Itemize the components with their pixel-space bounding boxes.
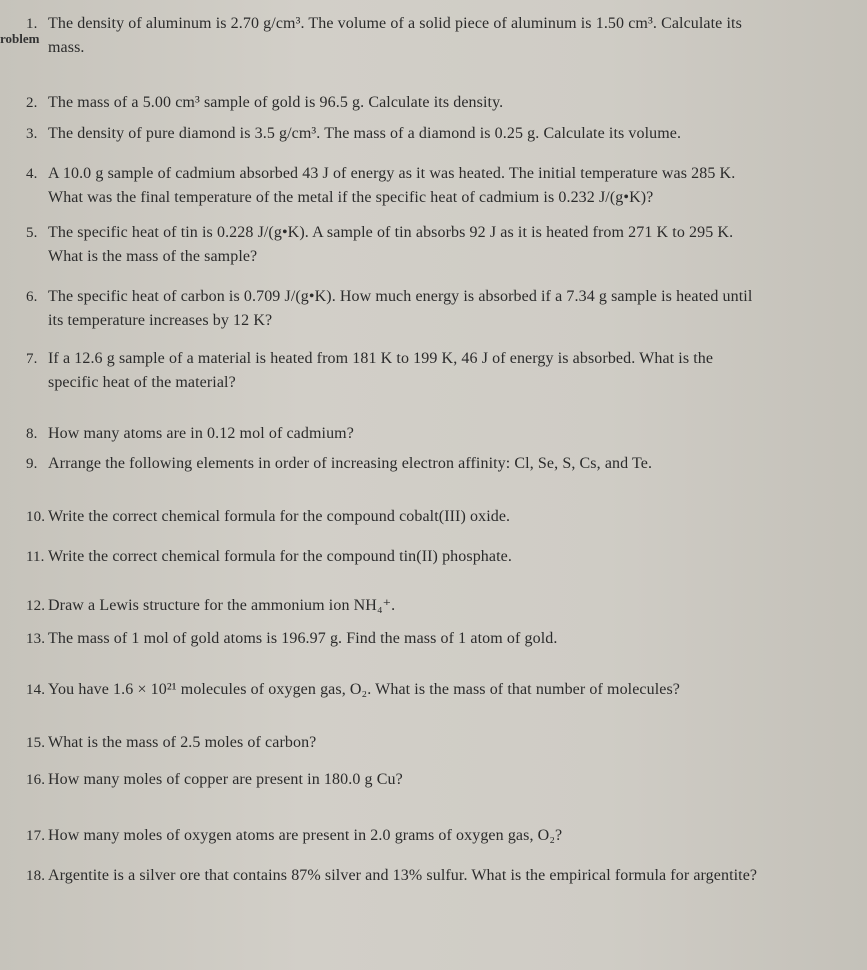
problem-text: You have 1.6 × 10²¹ molecules of oxygen gas, O₂. What is the mass of that number of molecules? <box>48 681 681 698</box>
problem-15 <box>26 731 846 755</box>
problem-text: Write the correct chemical formula for the compound cobalt(III) oxide. <box>48 508 511 525</box>
problem-text: What is the mass of 2.5 moles of carbon? <box>48 734 317 751</box>
problem-text-cont: What was the final temperature of the metal if the specific heat of cadmium is 0.232 J/(g•K)? <box>48 189 654 206</box>
problem-text: The specific heat of carbon is 0.709 J/(g•K). How much energy is absorbed if a 7.34 g sample is heated until <box>48 288 753 305</box>
problem-text: The density of aluminum is 2.70 g/cm³. The volume of a solid piece of aluminum is 1.50 cm³. Calculate its <box>48 15 742 32</box>
problem-11 <box>26 545 846 569</box>
problem-number: 15. <box>26 735 46 751</box>
problem-number: 16. <box>26 772 46 788</box>
problem-number: 18. <box>26 868 46 884</box>
problem-9 <box>26 452 846 476</box>
problem-text: How many moles of copper are present in 180.0 g Cu? <box>48 771 403 788</box>
problem-18 <box>26 864 846 888</box>
problem-number: 8. <box>26 426 38 442</box>
problem-8 <box>26 422 846 446</box>
problem-text: If a 12.6 g sample of a material is heated from 181 K to 199 K, 46 J of energy is absorbed. What is the <box>48 350 714 367</box>
problem-text: Write the correct chemical formula for the compound tin(II) phosphate. <box>48 548 512 565</box>
problem-6 <box>26 285 846 333</box>
problem-text: How many moles of oxygen atoms are present in 2.0 grams of oxygen gas, O₂? <box>48 827 563 844</box>
problem-text-cont: specific heat of the material? <box>48 374 236 391</box>
problem-12 <box>26 594 846 618</box>
problem-10 <box>26 505 846 529</box>
problem-text-cont: What is the mass of the sample? <box>48 248 258 265</box>
problem-4 <box>26 162 846 210</box>
problem-5 <box>26 221 846 269</box>
problem-text: The mass of 1 mol of gold atoms is 196.97 g. Find the mass of 1 atom of gold. <box>48 630 558 647</box>
problem-text: Arrange the following elements in order of increasing electron affinity: Cl, Se, S, Cs, and Te. <box>48 455 653 472</box>
problem-text-cont: mass. <box>48 39 85 56</box>
problem-number: 11. <box>26 549 45 565</box>
problem-number: 12. <box>26 598 46 614</box>
problem-1 <box>26 12 846 60</box>
problem-14 <box>26 678 846 702</box>
problem-3 <box>26 122 846 146</box>
problem-number: 9. <box>26 456 38 472</box>
problem-text: Argentite is a silver ore that contains 87% silver and 13% sulfur. What is the empirical formula for argentite? <box>48 867 758 884</box>
problem-number: 3. <box>26 126 38 142</box>
problem-number: 17. <box>26 828 46 844</box>
problem-text: How many atoms are in 0.12 mol of cadmium? <box>48 425 354 442</box>
problem-13 <box>26 627 846 651</box>
problem-number: 7. <box>26 351 38 367</box>
problem-text-cont: its temperature increases by 12 K? <box>48 312 273 329</box>
problem-text: The density of pure diamond is 3.5 g/cm³. The mass of a diamond is 0.25 g. Calculate its volume. <box>48 125 682 142</box>
problem-number: 10. <box>26 509 46 525</box>
problem-16 <box>26 768 846 792</box>
page-label: roblem <box>0 31 40 46</box>
problem-number: 4. <box>26 166 38 182</box>
problem-number: 2. <box>26 95 38 111</box>
problem-number: 5. <box>26 225 38 241</box>
problem-number: 6. <box>26 289 38 305</box>
problem-text: The mass of a 5.00 cm³ sample of gold is 96.5 g. Calculate its density. <box>48 94 504 111</box>
problem-17 <box>26 824 846 848</box>
problem-number: 1. <box>26 16 38 32</box>
problem-number: 14. <box>26 682 46 698</box>
problem-number: 13. <box>26 631 46 647</box>
problem-text: Draw a Lewis structure for the ammonium ion NH₄⁺. <box>48 597 396 614</box>
problem-2 <box>26 91 846 115</box>
problem-7 <box>26 347 846 395</box>
problem-text: The specific heat of tin is 0.228 J/(g•K). A sample of tin absorbs 92 J as it is heated from 271 K to 295 K. <box>48 224 734 241</box>
problem-text: A 10.0 g sample of cadmium absorbed 43 J of energy as it was heated. The initial temperature was 285 K. <box>48 165 736 182</box>
